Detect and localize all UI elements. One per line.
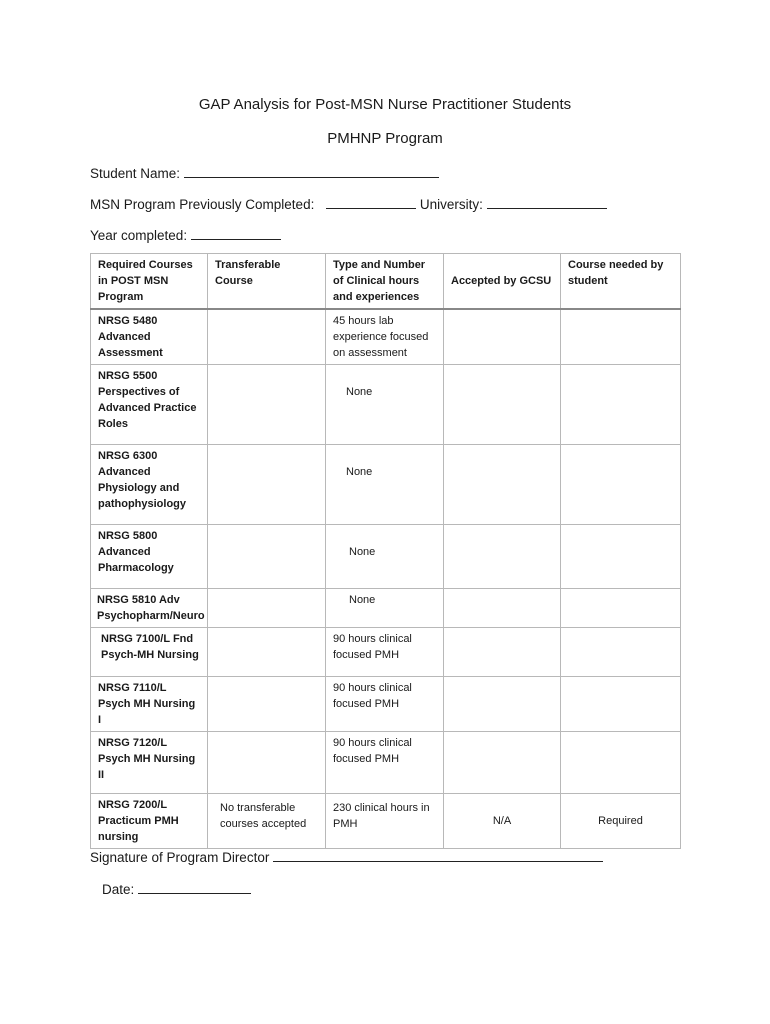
accepted-cell[interactable]	[444, 445, 561, 525]
accepted-cell[interactable]	[444, 628, 561, 677]
signature-row	[90, 847, 603, 865]
needed-cell[interactable]	[561, 589, 681, 628]
clinical-cell: None	[326, 445, 444, 525]
accepted-cell[interactable]	[444, 309, 561, 365]
student-name-field[interactable]	[184, 163, 439, 178]
table-row	[91, 794, 681, 849]
needed-cell[interactable]	[561, 445, 681, 525]
needed-cell[interactable]	[561, 525, 681, 589]
year-completed-field[interactable]	[191, 225, 281, 240]
date-label: Date:	[102, 882, 135, 897]
header-course-needed: Course needed by student	[561, 254, 681, 310]
transfer-cell: No transferable courses accepted	[208, 794, 326, 849]
gap-analysis-table	[90, 253, 681, 849]
table-row	[91, 589, 681, 628]
document-title: GAP Analysis for Post-MSN Nurse Practitioner Students	[198, 96, 572, 113]
table-row	[91, 309, 681, 365]
transfer-cell[interactable]	[208, 677, 326, 732]
header-accepted-by-gcsu: Accepted by GCSU	[444, 254, 561, 310]
transfer-cell[interactable]	[208, 732, 326, 794]
accepted-cell[interactable]	[444, 677, 561, 732]
table-header-row	[91, 254, 681, 310]
accepted-cell[interactable]	[444, 525, 561, 589]
course-cell: NRSG 7100/L Fnd Psych-MH Nursing	[91, 628, 208, 677]
needed-cell[interactable]	[561, 309, 681, 365]
signature-field[interactable]	[273, 847, 603, 862]
needed-cell[interactable]	[561, 732, 681, 794]
student-name-label: Student Name:	[90, 166, 181, 181]
msn-program-label: MSN Program Previously Completed:	[90, 197, 315, 212]
clinical-cell: None	[326, 589, 444, 628]
accepted-cell[interactable]	[444, 365, 561, 445]
table-row	[91, 525, 681, 589]
year-completed-row	[90, 225, 281, 243]
clinical-cell: 45 hours lab experience focused on assessment	[326, 309, 444, 365]
msn-program-field[interactable]	[326, 194, 416, 209]
transfer-cell[interactable]	[208, 309, 326, 365]
university-field[interactable]	[487, 194, 607, 209]
table-row	[91, 677, 681, 732]
table-row	[91, 365, 681, 445]
clinical-cell: None	[326, 365, 444, 445]
course-cell: NRSG 5480 Advanced Assessment	[91, 309, 208, 365]
header-transferable-course: Transferable Course	[208, 254, 326, 310]
transfer-cell[interactable]	[208, 365, 326, 445]
transfer-cell[interactable]	[208, 525, 326, 589]
header-required-courses: Required Courses in POST MSN Program	[91, 254, 208, 310]
msn-program-row	[90, 194, 607, 212]
clinical-cell: None	[326, 525, 444, 589]
date-row	[102, 879, 251, 897]
table-row	[91, 445, 681, 525]
table-row	[91, 628, 681, 677]
year-completed-label: Year completed:	[90, 228, 188, 243]
needed-cell[interactable]	[561, 365, 681, 445]
course-cell: NRSG 5810 Adv Psychopharm/Neuro	[91, 589, 208, 628]
date-field[interactable]	[138, 879, 251, 894]
needed-cell[interactable]	[561, 677, 681, 732]
course-cell: NRSG 6300 Advanced Physiology and pathophysiology	[91, 445, 208, 525]
header-clinical-hours: Type and Number of Clinical hours and experiences	[326, 254, 444, 310]
accepted-cell[interactable]	[444, 589, 561, 628]
course-cell: NRSG 5500 Perspectives of Advanced Practice Roles	[91, 365, 208, 445]
needed-cell: Required	[561, 794, 681, 849]
clinical-cell: 90 hours clinical focused PMH	[326, 628, 444, 677]
university-label: University:	[419, 197, 483, 212]
course-cell: NRSG 7110/L Psych MH Nursing I	[91, 677, 208, 732]
table-row	[91, 732, 681, 794]
course-cell: NRSG 7200/L Practicum PMH nursing	[91, 794, 208, 849]
transfer-cell[interactable]	[208, 589, 326, 628]
needed-cell[interactable]	[561, 628, 681, 677]
transfer-cell[interactable]	[208, 445, 326, 525]
clinical-cell: 230 clinical hours in PMH	[326, 794, 444, 849]
course-cell: NRSG 5800 Advanced Pharmacology	[91, 525, 208, 589]
clinical-cell: 90 hours clinical focused PMH	[326, 677, 444, 732]
document-subtitle: PMHNP Program	[327, 130, 443, 147]
accepted-cell[interactable]	[444, 732, 561, 794]
clinical-cell: 90 hours clinical focused PMH	[326, 732, 444, 794]
transfer-cell[interactable]	[208, 628, 326, 677]
signature-label: Signature of Program Director	[90, 850, 270, 865]
student-name-row	[90, 163, 439, 181]
accepted-cell: N/A	[444, 794, 561, 849]
course-cell: NRSG 7120/L Psych MH Nursing II	[91, 732, 208, 794]
